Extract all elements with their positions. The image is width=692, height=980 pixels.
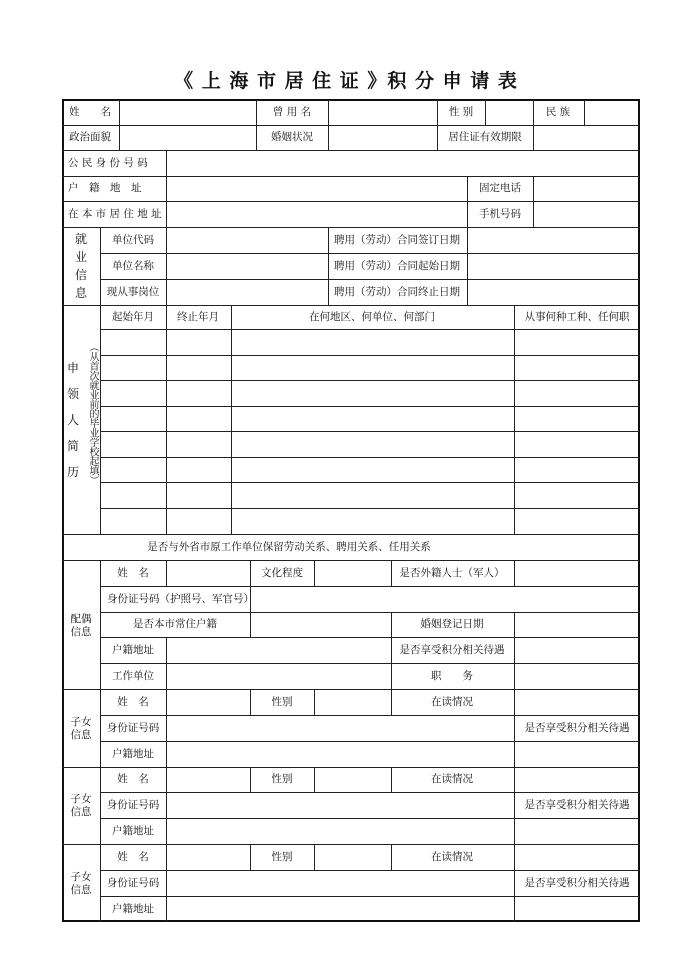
label-spouse-foreign: 是否外籍人士（军人） xyxy=(399,567,505,579)
label-child-study: 在读情况 xyxy=(431,696,473,708)
label-marriage-date: 婚姻登记日期 xyxy=(420,618,484,630)
label-id-number: 公 民 身 份 号 码 xyxy=(68,157,148,169)
divider xyxy=(100,896,640,897)
divider xyxy=(62,150,640,151)
divider xyxy=(62,534,640,535)
divider xyxy=(314,560,315,586)
label-ethnicity: 民 族 xyxy=(545,106,571,118)
divider xyxy=(62,560,640,561)
divider xyxy=(100,482,640,483)
label-political-status: 政治面貌 xyxy=(69,131,111,143)
section-resume-char: 人 xyxy=(66,413,80,427)
divider xyxy=(100,637,640,638)
section-employment-char: 息 xyxy=(74,286,88,300)
divider xyxy=(391,612,392,689)
label-marital-status: 婚姻状况 xyxy=(271,131,313,143)
divider xyxy=(328,99,329,151)
label-child-name: 姓 名 xyxy=(117,851,149,863)
divider xyxy=(62,689,640,690)
section-child-char: 信息 xyxy=(70,729,92,741)
label-spouse-workplace: 工作单位 xyxy=(112,670,154,682)
divider xyxy=(250,767,251,792)
label-spouse-duty: 职 务 xyxy=(431,670,473,682)
col-start-month: 起始年月 xyxy=(112,311,154,323)
divider xyxy=(100,818,640,819)
divider xyxy=(514,689,515,767)
section-child-char: 子女 xyxy=(70,716,92,728)
label-name: 姓 名 xyxy=(69,106,111,118)
divider xyxy=(100,741,640,742)
label-spouse-hukou-address: 户籍地址 xyxy=(112,644,154,656)
divider xyxy=(314,767,315,792)
col-end-month: 终止年月 xyxy=(177,311,219,323)
label-spouse-points-benefit: 是否享受积分相关待遇 xyxy=(399,644,505,656)
label-spouse-sh-hukou: 是否本市常住户籍 xyxy=(133,618,217,630)
label-child-hukou-address: 户籍地址 xyxy=(112,748,154,760)
divider xyxy=(100,253,640,254)
divider xyxy=(100,560,101,689)
divider xyxy=(584,99,585,125)
divider xyxy=(166,715,167,767)
col-where: 在何地区、何单位、何部门 xyxy=(309,311,435,323)
label-fixed-phone: 固定电话 xyxy=(479,182,521,194)
divider xyxy=(166,150,167,227)
label-spouse-id: 身份证号码（护照号、军官号） xyxy=(107,593,254,605)
divider xyxy=(100,508,640,509)
resume-note: （从首次就业前的毕业学校起填） xyxy=(87,342,98,485)
section-spouse-char: 配偶 xyxy=(70,613,92,625)
label-shanghai-address: 在 本 市 居 住 地 址 xyxy=(68,208,162,220)
divider xyxy=(467,176,468,227)
divider xyxy=(100,227,101,305)
divider xyxy=(100,406,640,407)
divider xyxy=(62,125,640,126)
section-resume-char: 简 xyxy=(66,439,80,453)
label-hukou-address: 户 籍 地 址 xyxy=(68,182,142,194)
label-permit-validity: 居住证有效期限 xyxy=(448,131,522,143)
divider xyxy=(533,99,534,151)
section-resume-char: 领 xyxy=(66,387,80,401)
label-child-hukou-address: 户籍地址 xyxy=(112,825,154,837)
divider xyxy=(100,792,640,793)
divider xyxy=(100,380,640,381)
label-child-name: 姓 名 xyxy=(117,696,149,708)
divider xyxy=(514,612,515,689)
divider xyxy=(100,586,640,587)
label-child-points-benefit: 是否享受积分相关待遇 xyxy=(524,799,630,811)
divider xyxy=(391,560,392,586)
divider xyxy=(391,767,392,792)
label-gender: 性 别 xyxy=(448,106,474,118)
label-unit-code: 单位代码 xyxy=(112,234,154,246)
divider xyxy=(314,689,315,715)
label-child-points-benefit: 是否享受积分相关待遇 xyxy=(524,722,630,734)
divider xyxy=(391,844,392,870)
divider xyxy=(166,560,167,586)
label-spouse-education: 文化程度 xyxy=(261,567,303,579)
divider xyxy=(166,227,167,305)
divider xyxy=(166,844,167,922)
form-title: 《 上 海 市 居 住 证 》积 分 申 请 表 xyxy=(174,70,518,92)
label-contract-start-date: 聘用（劳动）合同起始日期 xyxy=(334,260,460,272)
label-child-gender: 性别 xyxy=(271,773,293,785)
section-employment-char: 业 xyxy=(74,250,88,264)
divider xyxy=(314,844,315,870)
label-unit-name: 单位名称 xyxy=(112,260,154,272)
divider xyxy=(62,227,640,228)
divider xyxy=(514,844,515,922)
label-child-hukou-address: 户籍地址 xyxy=(112,903,154,915)
section-employment-char: 信 xyxy=(74,268,88,282)
divider xyxy=(250,844,251,870)
divider xyxy=(100,715,640,716)
divider xyxy=(100,329,640,330)
divider xyxy=(533,176,534,227)
divider xyxy=(250,612,251,637)
divider xyxy=(100,689,101,922)
section-employment-char: 就 xyxy=(74,232,88,246)
divider xyxy=(62,201,640,202)
col-job: 从事何种工种、任何职 xyxy=(524,311,630,323)
label-child-name: 姓 名 xyxy=(117,773,149,785)
divider xyxy=(514,560,515,586)
divider xyxy=(256,99,257,151)
divider xyxy=(514,767,515,844)
section-spouse-char: 信息 xyxy=(70,626,92,638)
label-retain-relation: 是否与外省市原工作单位保留劳动关系、聘用关系、任用关系 xyxy=(147,541,431,553)
divider xyxy=(100,870,640,871)
label-child-id: 身份证号码 xyxy=(106,799,160,811)
divider xyxy=(100,457,640,458)
divider xyxy=(485,99,486,125)
divider xyxy=(62,305,640,306)
label-mobile: 手机号码 xyxy=(479,208,521,220)
label-spouse-name: 姓 名 xyxy=(117,567,149,579)
label-current-position: 现从事岗位 xyxy=(106,286,160,298)
label-contract-end-date: 聘用（劳动）合同终止日期 xyxy=(334,286,460,298)
divider xyxy=(166,689,167,715)
divider xyxy=(166,305,167,534)
divider xyxy=(62,767,640,768)
section-resume-char: 历 xyxy=(66,465,80,479)
section-child-char: 信息 xyxy=(70,884,92,896)
label-child-study: 在读情况 xyxy=(431,851,473,863)
divider xyxy=(250,689,251,715)
divider xyxy=(391,689,392,715)
divider xyxy=(231,305,232,534)
section-child-char: 子女 xyxy=(70,871,92,883)
label-child-gender: 性别 xyxy=(271,696,293,708)
label-child-gender: 性别 xyxy=(271,851,293,863)
section-resume-char: 申 xyxy=(66,361,80,375)
label-child-study: 在读情况 xyxy=(431,773,473,785)
label-contract-sign-date: 聘用（劳动）合同签订日期 xyxy=(334,234,460,246)
section-child-char: 子女 xyxy=(70,793,92,805)
divider xyxy=(166,767,167,844)
label-child-points-benefit: 是否享受积分相关待遇 xyxy=(524,877,630,889)
divider xyxy=(100,355,640,356)
divider xyxy=(437,99,438,151)
label-child-id: 身份证号码 xyxy=(106,877,160,889)
divider xyxy=(119,99,120,151)
divider xyxy=(100,431,640,432)
divider xyxy=(62,176,640,177)
section-child-char: 信息 xyxy=(70,806,92,818)
divider xyxy=(467,227,468,305)
label-child-id: 身份证号码 xyxy=(106,722,160,734)
divider xyxy=(328,227,329,305)
divider xyxy=(100,612,640,613)
divider xyxy=(62,844,640,845)
label-used-name: 曾 用 名 xyxy=(272,106,312,118)
divider xyxy=(100,663,640,664)
divider xyxy=(514,305,515,534)
divider xyxy=(100,305,101,534)
divider xyxy=(166,637,167,689)
divider xyxy=(100,279,640,280)
